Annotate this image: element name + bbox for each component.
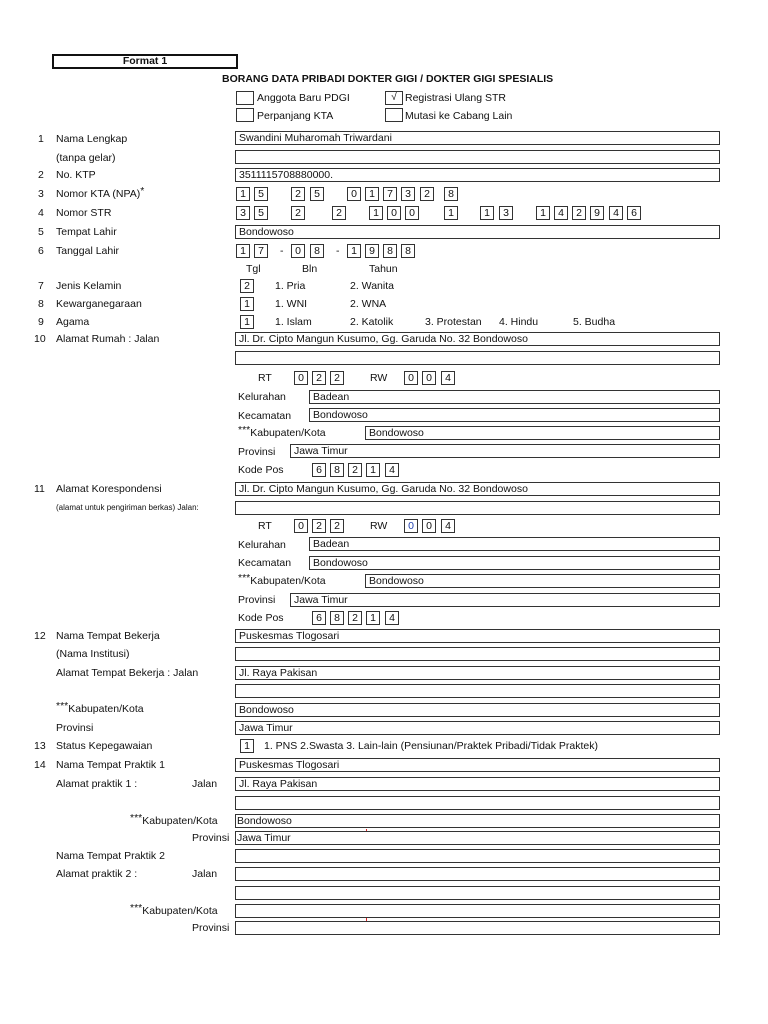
label-tempat-bekerja: Nama Tempat Bekerja [56, 630, 160, 642]
format-box [52, 54, 238, 69]
label-provinsi: Provinsi [192, 832, 230, 844]
label-rt: RT [258, 372, 272, 384]
rumah-rw-digit[interactable]: 0 [422, 371, 436, 385]
label-kabkota-text: Kabupaten/Kota [142, 905, 218, 917]
option-wni: 1. WNI [275, 298, 308, 310]
label-alamat-praktik2: Alamat praktik 2 : [56, 868, 138, 880]
field-kor-jalan[interactable]: Jl. Dr. Cipto Mangun Kusumo, Gg. Garuda No. 32 Bondowoso [235, 482, 720, 496]
field-tanpa-gelar[interactable] [235, 150, 720, 164]
checkbox-label: Perpanjang KTA [257, 110, 334, 122]
label-status: Status Kepegawaian [56, 740, 153, 752]
row-number: 11 [34, 483, 45, 495]
label-tgl: Tgl [246, 263, 261, 275]
date-separator: - [280, 245, 284, 257]
kor-rt-digit[interactable]: 0 [294, 519, 308, 533]
str-digit[interactable]: 2 [332, 206, 346, 220]
kta-digit[interactable]: 1 [365, 187, 379, 201]
option-budha: 5. Budha [573, 316, 616, 328]
str-digit[interactable]: 1 [444, 206, 458, 220]
str-digit[interactable]: 2 [291, 206, 305, 220]
label-kabkota-text: Kabupaten/Kota [250, 575, 326, 587]
field-praktik2-kabkota[interactable] [235, 904, 720, 918]
kor-rt-digit[interactable]: 2 [330, 519, 344, 533]
label-kabkota [130, 812, 218, 827]
field-rumah-jalan2[interactable] [235, 351, 720, 365]
checkbox-label: Anggota Baru PDGI [257, 92, 350, 104]
label-agama: Agama [56, 316, 90, 328]
label-kodepos: Kode Pos [238, 464, 284, 476]
row-number: 14 [34, 759, 46, 771]
rumah-rt-digit[interactable]: 2 [330, 371, 344, 385]
label-nama: Nama Lengkap [56, 133, 128, 145]
field-praktik2-provinsi[interactable] [235, 921, 720, 935]
field-rumah-kabkota[interactable]: Bondowoso [365, 426, 720, 440]
field-rumah-provinsi[interactable]: Jawa Timur [290, 444, 720, 458]
tgl-digit[interactable]: 7 [254, 244, 268, 258]
str-digit[interactable]: 6 [627, 206, 641, 220]
rumah-kodepos-digit[interactable]: 4 [385, 463, 399, 477]
row-number: 4 [38, 207, 44, 219]
kor-kodepos-digit[interactable]: 2 [348, 611, 362, 625]
label-kabkota [238, 572, 326, 587]
checkbox-label: Registrasi Ulang STR [405, 92, 506, 104]
str-digit[interactable]: 1 [480, 206, 494, 220]
field-bekerja-jalan2[interactable] [235, 684, 720, 698]
label-tanpa-gelar: (tanpa gelar) [56, 152, 116, 164]
rumah-rw-digit[interactable]: 4 [441, 371, 455, 385]
row-number: 6 [38, 245, 44, 257]
str-digit[interactable]: 1 [536, 206, 550, 220]
row-number: 5 [38, 226, 44, 238]
str-digit[interactable]: 0 [405, 206, 419, 220]
str-digit[interactable]: 0 [387, 206, 401, 220]
label-kabkota-text: Kabupaten/Kota [68, 703, 144, 715]
date-separator: - [336, 245, 340, 257]
thn-digit[interactable]: 9 [365, 244, 379, 258]
tgl-digit[interactable]: 1 [236, 244, 250, 258]
rumah-rt-digit[interactable]: 0 [294, 371, 308, 385]
str-digit[interactable]: 4 [554, 206, 568, 220]
str-digit[interactable]: 3 [236, 206, 250, 220]
label-alamat-bekerja: Alamat Tempat Bekerja : Jalan [56, 667, 199, 679]
option-pria: 1. Pria [275, 280, 306, 292]
field-praktik1[interactable]: Puskesmas Tlogosari [235, 758, 720, 772]
str-digit[interactable]: 1 [369, 206, 383, 220]
label-kecamatan: Kecamatan [238, 410, 292, 422]
kta-digit[interactable]: 3 [401, 187, 415, 201]
label-rw: RW [370, 520, 388, 532]
kor-kodepos-digit[interactable]: 4 [385, 611, 399, 625]
option-wna: 2. WNA [350, 298, 387, 310]
field-kor-jalan2[interactable] [235, 501, 720, 515]
label-praktik2: Nama Tempat Praktik 2 [56, 850, 165, 862]
label-kta [56, 185, 145, 200]
label-kabkota-text: Kabupaten/Kota [142, 815, 218, 827]
option-hindu: 4. Hindu [499, 316, 539, 328]
row-number: 1 [38, 133, 44, 145]
field-praktik2-jalan[interactable] [235, 867, 720, 881]
kta-digit[interactable]: 5 [310, 187, 324, 201]
label-kewarganegaraan: Kewarganegaraan [56, 298, 142, 310]
field-ktp[interactable]: 3511115708880000. [235, 168, 720, 182]
field-rumah-kecamatan[interactable]: Bondowoso [309, 408, 720, 422]
kor-kodepos-digit[interactable]: 6 [312, 611, 326, 625]
label-ktp: No. KTP [56, 169, 96, 181]
checkbox-mutasi[interactable] [385, 108, 403, 122]
option-katolik: 2. Katolik [350, 316, 394, 328]
label-kabkota [56, 700, 144, 715]
label-kabkota [130, 902, 218, 917]
label-provinsi: Provinsi [238, 594, 276, 606]
label-tempat-lahir: Tempat Lahir [56, 226, 117, 238]
asterisks: *** [238, 424, 251, 436]
row-number: 13 [34, 740, 46, 752]
rumah-kodepos-digit[interactable]: 2 [348, 463, 362, 477]
row-number: 3 [38, 188, 44, 200]
field-agama[interactable]: 1 [240, 315, 254, 329]
label-kelurahan: Kelurahan [238, 391, 286, 403]
row-number: 12 [34, 630, 46, 642]
field-rumah-jalan[interactable]: Jl. Dr. Cipto Mangun Kusumo, Gg. Garuda No. 32 Bondowoso [235, 332, 720, 346]
kor-kodepos-digit[interactable]: 8 [330, 611, 344, 625]
label-kodepos: Kode Pos [238, 612, 284, 624]
kor-kodepos-digit[interactable]: 1 [366, 611, 380, 625]
kta-digit[interactable]: 0 [347, 187, 361, 201]
field-praktik1-jalan2[interactable] [235, 796, 720, 810]
row-number: 8 [38, 298, 44, 310]
label-provinsi: Provinsi [56, 722, 94, 734]
str-digit[interactable]: 9 [590, 206, 604, 220]
checkbox-anggota-baru[interactable] [236, 91, 254, 105]
kta-digit[interactable]: 2 [420, 187, 434, 201]
str-digit[interactable]: 4 [609, 206, 623, 220]
label-nama-institusi: (Nama Institusi) [56, 648, 130, 660]
bln-digit[interactable]: 8 [310, 244, 324, 258]
thn-digit[interactable]: 8 [383, 244, 397, 258]
field-tempat-lahir[interactable]: Bondowoso [235, 225, 720, 239]
field-praktik1-provinsi[interactable]: Jawa Timur [235, 831, 720, 845]
label-jalan: Jalan [192, 778, 218, 790]
kor-rw-digit[interactable]: 0 [404, 519, 418, 533]
kta-digit[interactable]: 1 [236, 187, 250, 201]
label-alamat-korespondensi: Alamat Korespondensi [56, 483, 162, 495]
field-jenis-kelamin[interactable]: 2 [240, 279, 254, 293]
option-wanita: 2. Wanita [350, 280, 394, 292]
rumah-kodepos-digit[interactable]: 8 [330, 463, 344, 477]
asterisks: *** [130, 902, 143, 914]
row-number: 7 [38, 280, 44, 292]
field-praktik1-kabkota[interactable]: Bondowoso [235, 814, 720, 828]
rumah-kodepos-digit[interactable]: 1 [366, 463, 380, 477]
field-kor-kelurahan[interactable]: Badean [309, 537, 720, 551]
label-kabkota-text: Kabupaten/Kota [250, 427, 326, 439]
row-number: 10 [34, 333, 46, 345]
option-protestan: 3. Protestan [425, 316, 482, 328]
checkbox-perpanjang-kta[interactable] [236, 108, 254, 122]
rumah-kodepos-digit[interactable]: 6 [312, 463, 326, 477]
field-kor-kabkota[interactable]: Bondowoso [365, 574, 720, 588]
asterisks: *** [56, 700, 69, 712]
field-kor-provinsi[interactable]: Jawa Timur [290, 593, 720, 607]
field-praktik2[interactable] [235, 849, 720, 863]
format-label: Format 1 [122, 55, 168, 67]
field-nama[interactable]: Swandini Muharomah Triwardani [235, 131, 720, 145]
field-bekerja-jalan[interactable]: Jl. Raya Pakisan [235, 666, 720, 680]
label-bln: Bln [302, 263, 318, 275]
label-praktik1: Nama Tempat Praktik 1 [56, 759, 165, 771]
label-kabkota [238, 424, 326, 439]
label-alamat-kor-sub: (alamat untuk pengiriman berkas) Jalan: [56, 503, 199, 512]
form-title: BORANG DATA PRIBADI DOKTER GIGI / DOKTER GIGI SPESIALIS [222, 73, 554, 85]
thn-digit[interactable]: 1 [347, 244, 361, 258]
kta-digit[interactable]: 8 [444, 187, 458, 201]
field-kewarganegaraan[interactable]: 1 [240, 297, 254, 311]
field-rumah-kelurahan[interactable]: Badean [309, 390, 720, 404]
checkbox-registrasi-ulang[interactable]: √ [385, 91, 403, 105]
field-status[interactable]: 1 [240, 739, 254, 753]
str-digit[interactable]: 5 [254, 206, 268, 220]
label-alamat-rumah: Alamat Rumah : Jalan [56, 333, 160, 345]
field-bekerja-provinsi[interactable]: Jawa Timur [235, 721, 720, 735]
option-islam: 1. Islam [275, 316, 312, 328]
label-provinsi: Provinsi [238, 446, 276, 458]
kor-rt-digit[interactable]: 2 [312, 519, 326, 533]
row-number: 2 [38, 169, 44, 181]
label-provinsi: Provinsi [192, 922, 230, 934]
kor-rw-digit[interactable]: 0 [422, 519, 436, 533]
label-jenis-kelamin: Jenis Kelamin [56, 280, 122, 292]
label-rt: RT [258, 520, 272, 532]
label-rw: RW [370, 372, 388, 384]
rumah-rw-digit[interactable]: 0 [404, 371, 418, 385]
row-number: 9 [38, 316, 44, 328]
kta-digit[interactable]: 7 [383, 187, 397, 201]
kor-rw-digit[interactable]: 4 [441, 519, 455, 533]
field-praktik1-jalan[interactable]: Jl. Raya Pakisan [235, 777, 720, 791]
label-kta-text: Nomor KTA (NPA) [56, 188, 141, 200]
asterisks: *** [130, 812, 143, 824]
kta-digit[interactable]: 2 [291, 187, 305, 201]
label-jalan: Jalan [192, 868, 218, 880]
status-options: 1. PNS 2.Swasta 3. Lain-lain (Pensiunan/Praktek Pribadi/Tidak Praktek) [264, 740, 599, 752]
label-str: Nomor STR [56, 207, 112, 219]
rumah-rt-digit[interactable]: 2 [312, 371, 326, 385]
kta-digit[interactable]: 5 [254, 187, 268, 201]
str-digit[interactable]: 3 [499, 206, 513, 220]
checkbox-label: Mutasi ke Cabang Lain [405, 110, 513, 122]
label-tanggal-lahir: Tanggal Lahir [56, 245, 120, 257]
field-tempat-bekerja[interactable]: Puskesmas Tlogosari [235, 629, 720, 643]
field-nama-institusi[interactable] [235, 647, 720, 661]
label-kecamatan: Kecamatan [238, 557, 292, 569]
bln-digit[interactable]: 0 [291, 244, 305, 258]
label-tahun: Tahun [369, 263, 398, 275]
label-alamat-praktik1: Alamat praktik 1 : [56, 778, 138, 790]
thn-digit[interactable]: 8 [401, 244, 415, 258]
asterisks: *** [238, 572, 251, 584]
field-bekerja-kabkota[interactable]: Bondowoso [235, 703, 720, 717]
asterisk: * [140, 185, 145, 197]
str-digit[interactable]: 2 [572, 206, 586, 220]
label-kelurahan: Kelurahan [238, 539, 286, 551]
field-praktik2-jalan2[interactable] [235, 886, 720, 900]
field-kor-kecamatan[interactable]: Bondowoso [309, 556, 720, 570]
